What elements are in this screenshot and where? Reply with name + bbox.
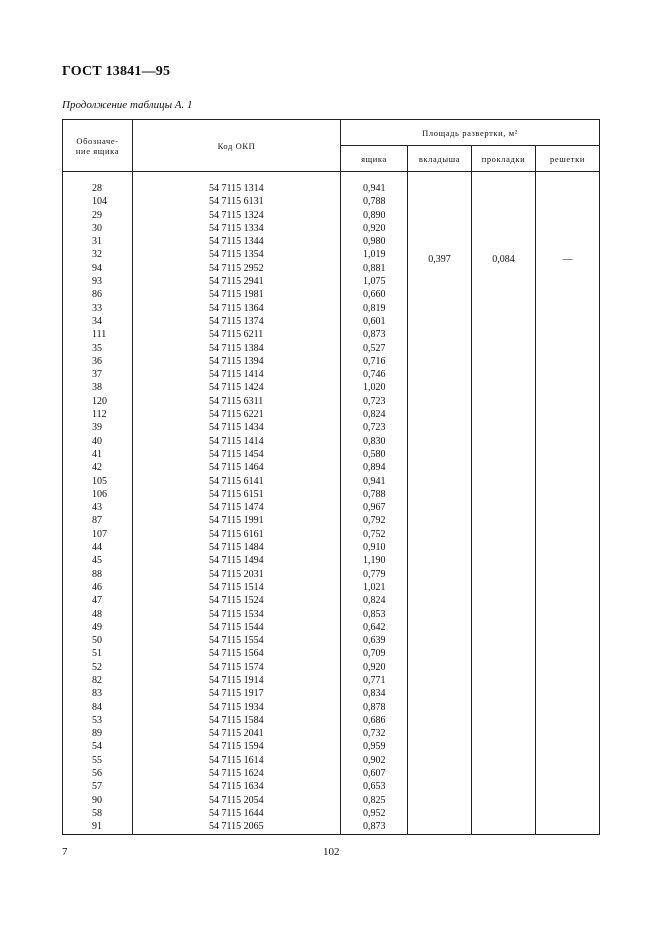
cell-okp-code: 54 7115 6221 [133, 408, 341, 421]
cell-designation: 89 [63, 727, 133, 740]
cell-designation: 39 [63, 421, 133, 434]
cell-designation: 41 [63, 448, 133, 461]
cell-okp-code: 54 7115 1384 [133, 342, 341, 355]
table-spacer-row [63, 172, 600, 183]
cell-okp-code: 54 7115 6311 [133, 395, 341, 408]
cell-designation: 55 [63, 754, 133, 767]
cell-okp-code: 54 7115 1434 [133, 421, 341, 434]
cell-box-area: 0,660 [341, 288, 408, 301]
header-spacer: прокладки [472, 146, 536, 172]
cell-okp-code: 54 7115 1374 [133, 315, 341, 328]
cell-box-area: 0,920 [341, 661, 408, 674]
cell-box-area: 1,075 [341, 275, 408, 288]
cell-designation: 50 [63, 634, 133, 647]
cell-designation: 35 [63, 342, 133, 355]
cell-box-area: 0,716 [341, 355, 408, 368]
cell-okp-code: 54 7115 1554 [133, 634, 341, 647]
cell-designation: 33 [63, 302, 133, 315]
cell-box-area: 0,527 [341, 342, 408, 355]
cell-designation: 91 [63, 820, 133, 834]
cell-okp-code: 54 7115 1514 [133, 581, 341, 594]
cell-okp-code: 54 7115 1584 [133, 714, 341, 727]
cell-box-area: 0,824 [341, 408, 408, 421]
cell-designation: 54 [63, 740, 133, 753]
cell-box-area: 0,853 [341, 608, 408, 621]
cell-okp-code: 54 7115 2952 [133, 262, 341, 275]
cell-okp-code: 54 7115 1494 [133, 554, 341, 567]
header-designation: Обозначе- ние ящика [63, 120, 133, 172]
cell-okp-code: 54 7115 1917 [133, 687, 341, 700]
cell-designation: 51 [63, 647, 133, 660]
cell-designation: 104 [63, 195, 133, 208]
cell-designation: 86 [63, 288, 133, 301]
table-body [63, 172, 600, 835]
cell-box-area: 0,910 [341, 541, 408, 554]
cell-designation: 31 [63, 235, 133, 248]
cell-box-area: 0,746 [341, 368, 408, 381]
cell-box-area: 0,732 [341, 727, 408, 740]
cell-box-area: 0,601 [341, 315, 408, 328]
cell-designation: 42 [63, 461, 133, 474]
cell-box-area: 0,881 [341, 262, 408, 275]
cell-designation: 37 [63, 368, 133, 381]
cell-designation: 34 [63, 315, 133, 328]
cell-okp-code: 54 7115 1564 [133, 647, 341, 660]
cell-box-area: 0,686 [341, 714, 408, 727]
cell-box-area: 0,607 [341, 767, 408, 780]
cell-okp-code: 54 7115 1414 [133, 368, 341, 381]
cell-box-area: 0,834 [341, 687, 408, 700]
cell-okp-code: 54 7115 1314 [133, 182, 341, 195]
cell-box-area: 0,639 [341, 634, 408, 647]
data-table [62, 119, 600, 835]
cell-okp-code: 54 7115 1624 [133, 767, 341, 780]
cell-insert-merged: 0,397 [408, 172, 472, 835]
cell-designation: 105 [63, 475, 133, 488]
cell-okp-code: 54 7115 1454 [133, 448, 341, 461]
cell-box-area: 0,873 [341, 820, 408, 834]
cell-okp-code: 54 7115 1474 [133, 501, 341, 514]
cell-designation: 58 [63, 807, 133, 820]
cell-designation: 28 [63, 182, 133, 195]
cell-designation: 107 [63, 528, 133, 541]
cell-box-area: 0,709 [341, 647, 408, 660]
cell-designation: 52 [63, 661, 133, 674]
cell-box-area: 0,723 [341, 395, 408, 408]
cell-okp-code: 54 7115 6161 [133, 528, 341, 541]
header-insert: вкладыша [408, 146, 472, 172]
cell-box-area: 0,902 [341, 754, 408, 767]
cell-box-area: 1,021 [341, 581, 408, 594]
cell-box-area: 0,941 [341, 475, 408, 488]
cell-designation: 53 [63, 714, 133, 727]
cell-okp-code: 54 7115 1614 [133, 754, 341, 767]
cell-box-area: 0,825 [341, 794, 408, 807]
cell-okp-code: 54 7115 1424 [133, 381, 341, 394]
header-okp-code: Код ОКП [133, 120, 341, 172]
cell-designation: 57 [63, 780, 133, 793]
cell-designation: 111 [63, 328, 133, 341]
cell-okp-code: 54 7115 6151 [133, 488, 341, 501]
cell-okp-code: 54 7115 1534 [133, 608, 341, 621]
cell-okp-code: 54 7115 1524 [133, 594, 341, 607]
cell-okp-code: 54 7115 1981 [133, 288, 341, 301]
cell-okp-code: 54 7115 1414 [133, 435, 341, 448]
cell-designation: 120 [63, 395, 133, 408]
page-number: 102 [323, 846, 340, 858]
cell-okp-code: 54 7115 2031 [133, 568, 341, 581]
cell-okp-code: 54 7115 1594 [133, 740, 341, 753]
cell-box-area: 0,894 [341, 461, 408, 474]
cell-designation: 38 [63, 381, 133, 394]
cell-okp-code: 54 7115 1394 [133, 355, 341, 368]
cell-box-area: 0,920 [341, 222, 408, 235]
cell-box-area: 0,788 [341, 195, 408, 208]
cell-box-area: 0,890 [341, 209, 408, 222]
cell-designation: 93 [63, 275, 133, 288]
cell-okp-code: 54 7115 6211 [133, 328, 341, 341]
header-area-group: Площадь развертки, м² [341, 120, 600, 146]
header-grille: решетки [536, 146, 600, 172]
cell-okp-code: 54 7115 1544 [133, 621, 341, 634]
cell-box-area: 1,190 [341, 554, 408, 567]
cell-designation: 56 [63, 767, 133, 780]
cell-okp-code: 54 7115 1464 [133, 461, 341, 474]
cell-okp-code: 54 7115 1334 [133, 222, 341, 235]
cell-okp-code: 54 7115 2041 [133, 727, 341, 740]
cell-designation: 44 [63, 541, 133, 554]
cell-box-area: 0,819 [341, 302, 408, 315]
cell-box-area: 0,830 [341, 435, 408, 448]
cell-box-area: 1,019 [341, 248, 408, 261]
cell-box-area: 0,723 [341, 421, 408, 434]
table-caption: Продолжение таблицы А. 1 [62, 99, 193, 111]
cell-grille-merged: — [536, 172, 600, 835]
cell-box-area: 0,967 [341, 501, 408, 514]
cell-designation: 106 [63, 488, 133, 501]
cell-okp-code: 54 7115 1484 [133, 541, 341, 554]
cell-box-area: 0,642 [341, 621, 408, 634]
cell-designation: 29 [63, 209, 133, 222]
cell-okp-code: 54 7115 1364 [133, 302, 341, 315]
cell-box-area: 0,580 [341, 448, 408, 461]
cell-okp-code: 54 7115 6141 [133, 475, 341, 488]
cell-designation: 112 [63, 408, 133, 421]
cell-designation: 87 [63, 514, 133, 527]
cell-box-area: 0,873 [341, 328, 408, 341]
cell-box-area: 0,788 [341, 488, 408, 501]
cell-okp-code: 54 7115 6131 [133, 195, 341, 208]
cell-designation: 40 [63, 435, 133, 448]
cell-designation: 32 [63, 248, 133, 261]
cell-okp-code: 54 7115 1644 [133, 807, 341, 820]
cell-okp-code: 54 7115 1634 [133, 780, 341, 793]
cell-box-area: 0,779 [341, 568, 408, 581]
cell-designation: 36 [63, 355, 133, 368]
cell-box-area: 0,959 [341, 740, 408, 753]
cell-designation: 47 [63, 594, 133, 607]
cell-okp-code: 54 7115 1934 [133, 701, 341, 714]
cell-okp-code: 54 7115 1344 [133, 235, 341, 248]
cell-okp-code: 54 7115 1324 [133, 209, 341, 222]
cell-box-area: 0,941 [341, 182, 408, 195]
cell-designation: 90 [63, 794, 133, 807]
cell-designation: 48 [63, 608, 133, 621]
cell-box-area: 0,752 [341, 528, 408, 541]
cell-box-area: 0,980 [341, 235, 408, 248]
cell-okp-code: 54 7115 2065 [133, 820, 341, 834]
cell-box-area: 0,824 [341, 594, 408, 607]
cell-designation: 88 [63, 568, 133, 581]
cell-okp-code: 54 7115 1914 [133, 674, 341, 687]
cell-box-area: 1,020 [341, 381, 408, 394]
header-box: ящика [341, 146, 408, 172]
cell-box-area: 0,952 [341, 807, 408, 820]
cell-designation: 83 [63, 687, 133, 700]
cell-designation: 43 [63, 501, 133, 514]
cell-designation: 45 [63, 554, 133, 567]
document-title: ГОСТ 13841—95 [62, 64, 171, 79]
cell-okp-code: 54 7115 1354 [133, 248, 341, 261]
cell-designation: 94 [63, 262, 133, 275]
cell-designation: 49 [63, 621, 133, 634]
cell-box-area: 0,792 [341, 514, 408, 527]
cell-box-area: 0,878 [341, 701, 408, 714]
cell-designation: 84 [63, 701, 133, 714]
cell-designation: 82 [63, 674, 133, 687]
cell-box-area: 0,653 [341, 780, 408, 793]
cell-okp-code: 54 7115 2054 [133, 794, 341, 807]
cell-okp-code: 54 7115 2941 [133, 275, 341, 288]
footer-left-number: 7 [62, 846, 68, 858]
cell-box-area: 0,771 [341, 674, 408, 687]
table-header [63, 120, 600, 172]
cell-okp-code: 54 7115 1574 [133, 661, 341, 674]
cell-okp-code: 54 7115 1991 [133, 514, 341, 527]
cell-designation: 30 [63, 222, 133, 235]
cell-designation: 46 [63, 581, 133, 594]
cell-spacer-merged: 0,084 [472, 172, 536, 835]
